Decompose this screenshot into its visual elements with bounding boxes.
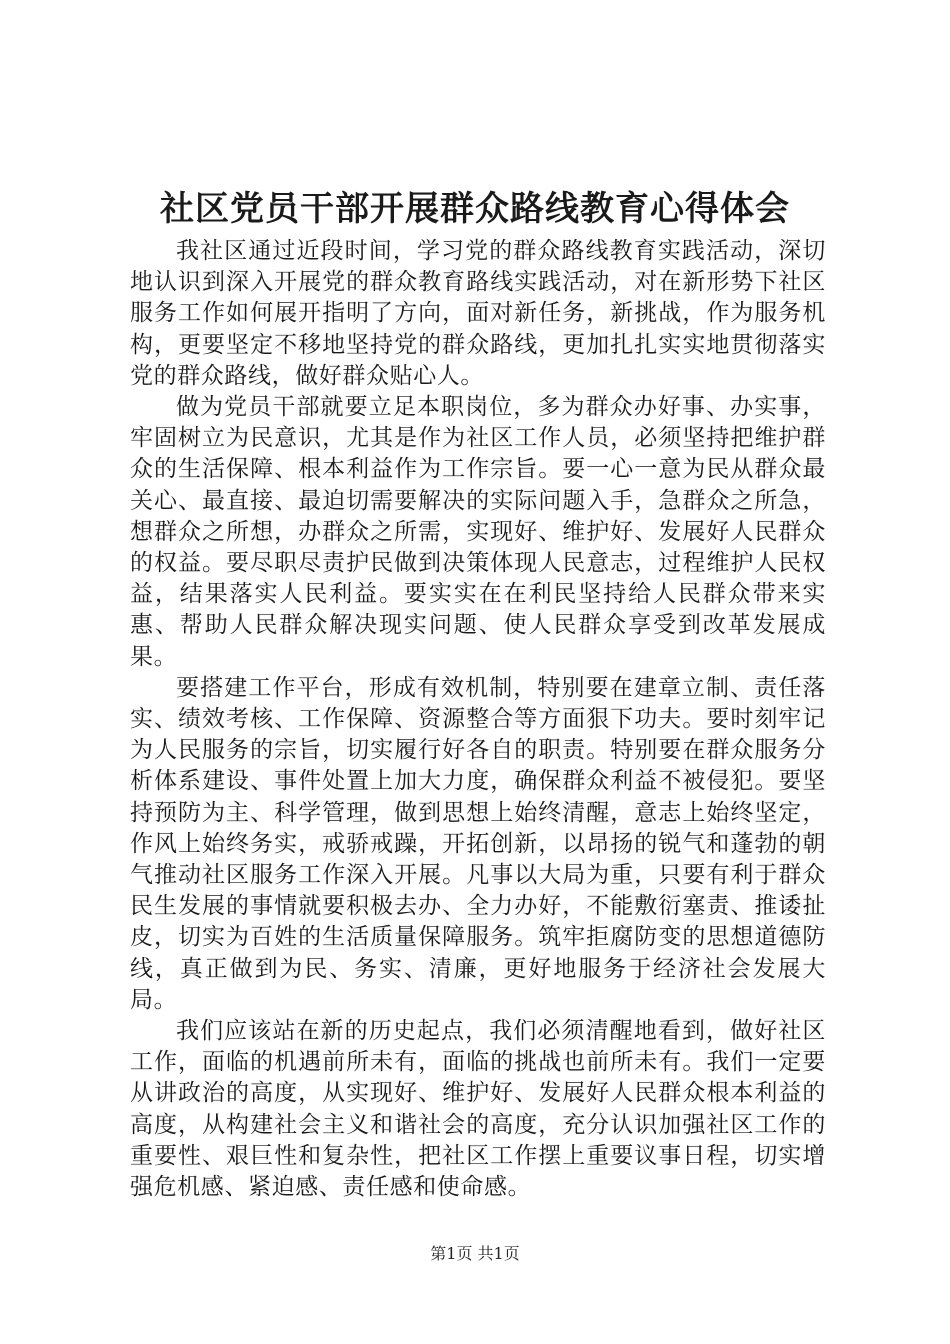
page-number-footer: 第1页 共1页: [430, 1244, 520, 1263]
document-title: 社区党员干部开展群众路线教育心得体会: [160, 189, 790, 229]
document-body: [130, 236, 826, 1203]
paragraph: 要搭建工作平台，形成有效机制，特别要在建章立制、责任落实、绩效考核、工作保障、资源整合等方面狠下功夫。要时刻牢记为人民服务的宗旨，切实履行好各自的职责。特别要在群众服务分析体系建设、事件处置上加大力度，确保群众利益不被侵犯。要坚持预防为主、科学管理，做到思想上始终清醒，意志上始终坚定，作风上始终务实，戒骄戒躁，开拓创新，以昂扬的锐气和蓬勃的朝气推动社区服务工作深入开展。凡事以大局为重，只要有利于群众民生发展的事情就要积极去办、全力办好，不能敷衍塞责、推诿扯皮，切实为百姓的生活质量保障服务。筑牢拒腐防变的思想道德防线，真正做到为民、务实、清廉，更好地服务于经济社会发展大局。: [130, 674, 826, 1013]
paragraph: 做为党员干部就要立足本职岗位，多为群众办好事、办实事，牢固树立为民意识，尤其是作为社区工作人员，必须坚持把维护群众的生活保障、根本利益作为工作宗旨。要一心一意为民从群众最关心、最直接、最迫切需要解决的实际问题入手，急群众之所急，想群众之所想，办群众之所需，实现好、维护好、发展好人民群众的权益。要尽职尽责护民做到决策体现人民意志，过程维护人民权益，结果落实人民利益。要实实在在利民坚持给人民群众带来实惠、帮助人民群众解决现实问题、使人民群众享受到改革发展成果。: [130, 394, 826, 670]
paragraph: 我社区通过近段时间，学习党的群众路线教育实践活动，深切地认识到深入开展党的群众教育路线实践活动，对在新形势下社区服务工作如何展开指明了方向，面对新任务，新挑战，作为服务机构，更要坚定不移地坚持党的群众路线，更加扎扎实实地贯彻落实党的群众路线，做好群众贴心人。: [130, 238, 826, 389]
paragraph: 我们应该站在新的历史起点，我们必须清醒地看到，做好社区工作，面临的机遇前所未有，面临的挑战也前所未有。我们一定要从讲政治的高度，从实现好、维护好、发展好人民群众根本利益的高度，从构建社会主义和谐社会的高度，充分认识加强社区工作的重要性、艰巨性和复杂性，把社区工作摆上重要议事日程，切实增强危机感、紧迫感、责任感和使命感。: [130, 1018, 826, 1201]
